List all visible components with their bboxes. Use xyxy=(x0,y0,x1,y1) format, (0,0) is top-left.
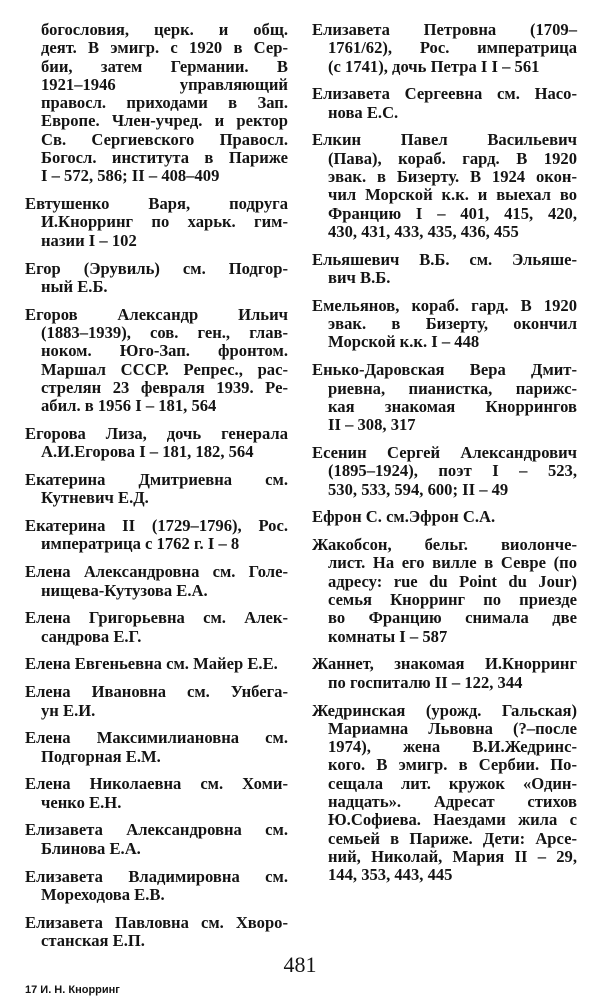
index-entry-line: вич В.Б. xyxy=(328,268,391,288)
index-entry-heading-line: Елизавета Петровна (1709– xyxy=(312,20,577,39)
index-entry-line: адресу: rue du Point du Jour) xyxy=(328,571,577,591)
index-entry-line: кого. В эмигр. в Сербии. По- xyxy=(328,755,577,775)
index-entry xyxy=(25,517,288,554)
index-entry-line: (1895–1924), поэт I – 523, xyxy=(328,461,577,481)
index-entry-line: деят. В эмигр. с 1920 в Сер- xyxy=(41,38,288,58)
index-entry-line: нищева-Кутузова Е.А. xyxy=(41,580,208,600)
index-entry xyxy=(25,306,288,416)
index-entry xyxy=(312,655,577,692)
index-entry-line: Мариамна Львовна (?–после xyxy=(328,718,577,738)
index-entry xyxy=(25,195,288,250)
index-entry xyxy=(312,251,577,288)
index-entry-heading-line: Елизавета Владимировна см. xyxy=(25,866,288,886)
index-entry-line: ноком. Юго-Зап. фронтом. xyxy=(41,341,288,361)
index-entry xyxy=(25,775,288,812)
page-number: 481 xyxy=(283,952,317,977)
index-entry-line: во Францию снимала две xyxy=(328,608,577,628)
index-entry-line: эвак. в Бизерту. В 1924 окон- xyxy=(328,167,577,187)
index-entry-heading-line: Елена Максимилиановна см. xyxy=(25,728,288,748)
index-entry-heading-line: Ельяшевич В.Б. см. Эльяше- xyxy=(312,249,577,269)
index-entry-line: стрелян 23 февраля 1939. Ре- xyxy=(41,377,288,397)
index-entry xyxy=(25,821,288,858)
index-entry-line: 530, 533, 594, 600; II – 49 xyxy=(328,479,509,499)
index-entry-line: императрица с 1762 г. I – 8 xyxy=(41,534,240,554)
index-entry-line: 1974), жена В.И.Жедринс- xyxy=(328,737,577,757)
index-entry-line: Мореходова Е.В. xyxy=(41,884,165,904)
index-entry-heading-line: Екатерина Дмитриевна см. xyxy=(25,470,288,490)
index-entry-line: ченко Е.Н. xyxy=(41,792,122,812)
index-entry-heading-line: Елена Александровна см. Голе- xyxy=(25,562,288,582)
index-entry-line: 430, 431, 433, 435, 436, 455 xyxy=(328,221,519,241)
index-entry xyxy=(25,655,288,673)
index-entry-line: Богосл. института в Париже xyxy=(41,148,288,168)
index-entry-line: (Пава), кораб. гард. В 1920 xyxy=(328,148,577,168)
index-entry-heading-line: Елена Ивановна см. Унбега- xyxy=(25,682,288,702)
index-entry-line: Морской к.к. I – 448 xyxy=(328,332,480,352)
index-entry-heading-line: Елена Николаевна см. Хоми- xyxy=(25,774,288,794)
index-entry xyxy=(312,508,577,526)
index-entry-line: ний, Николай, Мария II – 29, xyxy=(328,846,577,866)
index-entry-line: нова Е.С. xyxy=(328,102,399,122)
index-entry-heading-line: Елена Евгеньевна см. Майер Е.Е. xyxy=(25,654,278,674)
index-entry-heading-line: Жаннет, знакомая И.Кнорринг xyxy=(312,654,577,674)
index-entry-heading-line: Енько-Даровская Вера Дмит- xyxy=(312,360,577,380)
index-entry-line: I – 572, 586; II – 408–409 xyxy=(41,166,220,186)
index-entry-line: А.И.Егорова I – 181, 182, 564 xyxy=(41,442,254,462)
index-entry-line: Маршал СССР. Репрес., рас- xyxy=(41,359,288,379)
index-entry xyxy=(25,609,288,646)
index-entry-line: правосл. приходами в Зап. xyxy=(41,93,288,113)
index-entry xyxy=(312,444,577,499)
index-entry-line: Ю.Софиева. Наездами жила с xyxy=(328,810,577,830)
index-entry-line: сещала лит. кружок «Один- xyxy=(328,773,577,793)
index-entry xyxy=(25,868,288,905)
index-entry-line: риевна, пианистка, парижс- xyxy=(328,378,577,398)
index-entry xyxy=(312,297,577,352)
index-entry-line: семья Кнорринг по приезде xyxy=(328,590,577,610)
index-entry xyxy=(312,21,577,76)
index-entry-line: Подгорная Е.М. xyxy=(41,746,161,766)
index-entry xyxy=(312,702,577,885)
index-entry xyxy=(25,425,288,462)
index-entry-line: сандрова Е.Г. xyxy=(41,626,142,646)
index-entry-heading-line: Егорова Лиза, дочь генерала xyxy=(25,423,288,443)
index-entry-heading-line: Жакобсон, бельг. виолонче- xyxy=(312,535,577,555)
index-entry-heading-line: Егоров Александр Ильич xyxy=(25,304,288,324)
index-entry-line: II – 308, 317 xyxy=(328,415,416,435)
index-entry xyxy=(312,131,577,241)
index-entry-line: Кутневич Е.Д. xyxy=(41,488,149,508)
index-entry-line: комнаты I – 587 xyxy=(328,626,448,646)
index-entry-heading-line: Ефрон С. см.Эфрон С.А. xyxy=(312,507,496,527)
index-entry-heading-line: Емельянов, кораб. гард. В 1920 xyxy=(312,295,577,315)
index-entry-heading-line: Екатерина II (1729–1796), Рос. xyxy=(25,516,288,536)
index-column-right xyxy=(312,21,577,894)
index-entry xyxy=(312,361,577,434)
index-entry xyxy=(25,683,288,720)
index-entry-heading-line: Елена Григорьевна см. Алек- xyxy=(25,608,288,628)
index-entry-line: богословия, церк. и общ. xyxy=(41,20,288,39)
index-entry-line: лист. На его вилле в Севре (по xyxy=(328,553,577,573)
index-entry xyxy=(25,260,288,297)
index-entry-line: 144, 353, 443, 445 xyxy=(328,865,453,885)
signature-footer: 17 И. Н. Кнорринг xyxy=(25,984,120,996)
index-entry-line: по госпиталю II – 122, 344 xyxy=(328,672,523,692)
index-entry-line: бии, затем Германии. В xyxy=(41,56,288,76)
index-entry-line: Францию I – 401, 415, 420, xyxy=(328,203,577,223)
index-entry xyxy=(25,914,288,951)
index-entry xyxy=(312,85,577,122)
index-entry-line: 1761/62), Рос. императрица xyxy=(328,38,577,58)
index-entry-line: абил. в 1956 I – 181, 564 xyxy=(41,396,217,416)
index-column-left xyxy=(25,21,288,960)
index-entry xyxy=(25,21,288,186)
index-entry-line: (1883–1939), сов. ген., глав- xyxy=(41,322,288,342)
index-entry-heading-line: Евтушенко Варя, подруга xyxy=(25,194,288,214)
index-entry-line: Блинова Е.А. xyxy=(41,838,141,858)
index-entry-heading-line: Есенин Сергей Александрович xyxy=(312,442,577,462)
index-entry-line: (с 1741), дочь Петра I I – 561 xyxy=(328,56,540,76)
index-entry-line: назии I – 102 xyxy=(41,230,137,250)
index-entry-line: станская Е.П. xyxy=(41,930,145,950)
index-entry xyxy=(25,729,288,766)
index-entry-heading-line: Елизавета Павловна см. Хворо- xyxy=(25,912,288,932)
index-entry-heading-line: Елкин Павел Васильевич xyxy=(312,130,577,150)
index-entry-line: ун Е.И. xyxy=(41,700,96,720)
index-entry xyxy=(25,563,288,600)
index-entry-line: Европе. Член-учред. и ректор xyxy=(41,111,288,131)
index-entry-line: Св. Сергиевского Правосл. xyxy=(41,129,288,149)
index-entry-line: надцать». Адресат стихов xyxy=(328,791,577,811)
index-entry-heading-line: Жедринская (урожд. Гальская) xyxy=(312,700,577,720)
index-entry xyxy=(312,536,577,646)
index-entry xyxy=(25,471,288,508)
index-entry-line: эвак. в Бизерту, окончил xyxy=(328,314,577,334)
index-entry-heading-line: Елизавета Александровна см. xyxy=(25,820,288,840)
index-entry-line: кая знакомая Кноррингов xyxy=(328,396,577,416)
index-entry-line: ный Е.Б. xyxy=(41,276,108,296)
index-entry-heading-line: Елизавета Сергеевна см. Насо- xyxy=(312,84,577,104)
index-entry-line: И.Кнорринг по харьк. гим- xyxy=(41,212,288,232)
index-entry-line: чил Морской к.к. и выехал во xyxy=(328,185,577,205)
index-entry-line: 1921–1946 управляющий xyxy=(41,74,288,94)
index-entry-heading-line: Егор (Эрувиль) см. Подгор- xyxy=(25,258,288,278)
index-entry-line: семьей в Париже. Дети: Арсе- xyxy=(328,828,577,848)
